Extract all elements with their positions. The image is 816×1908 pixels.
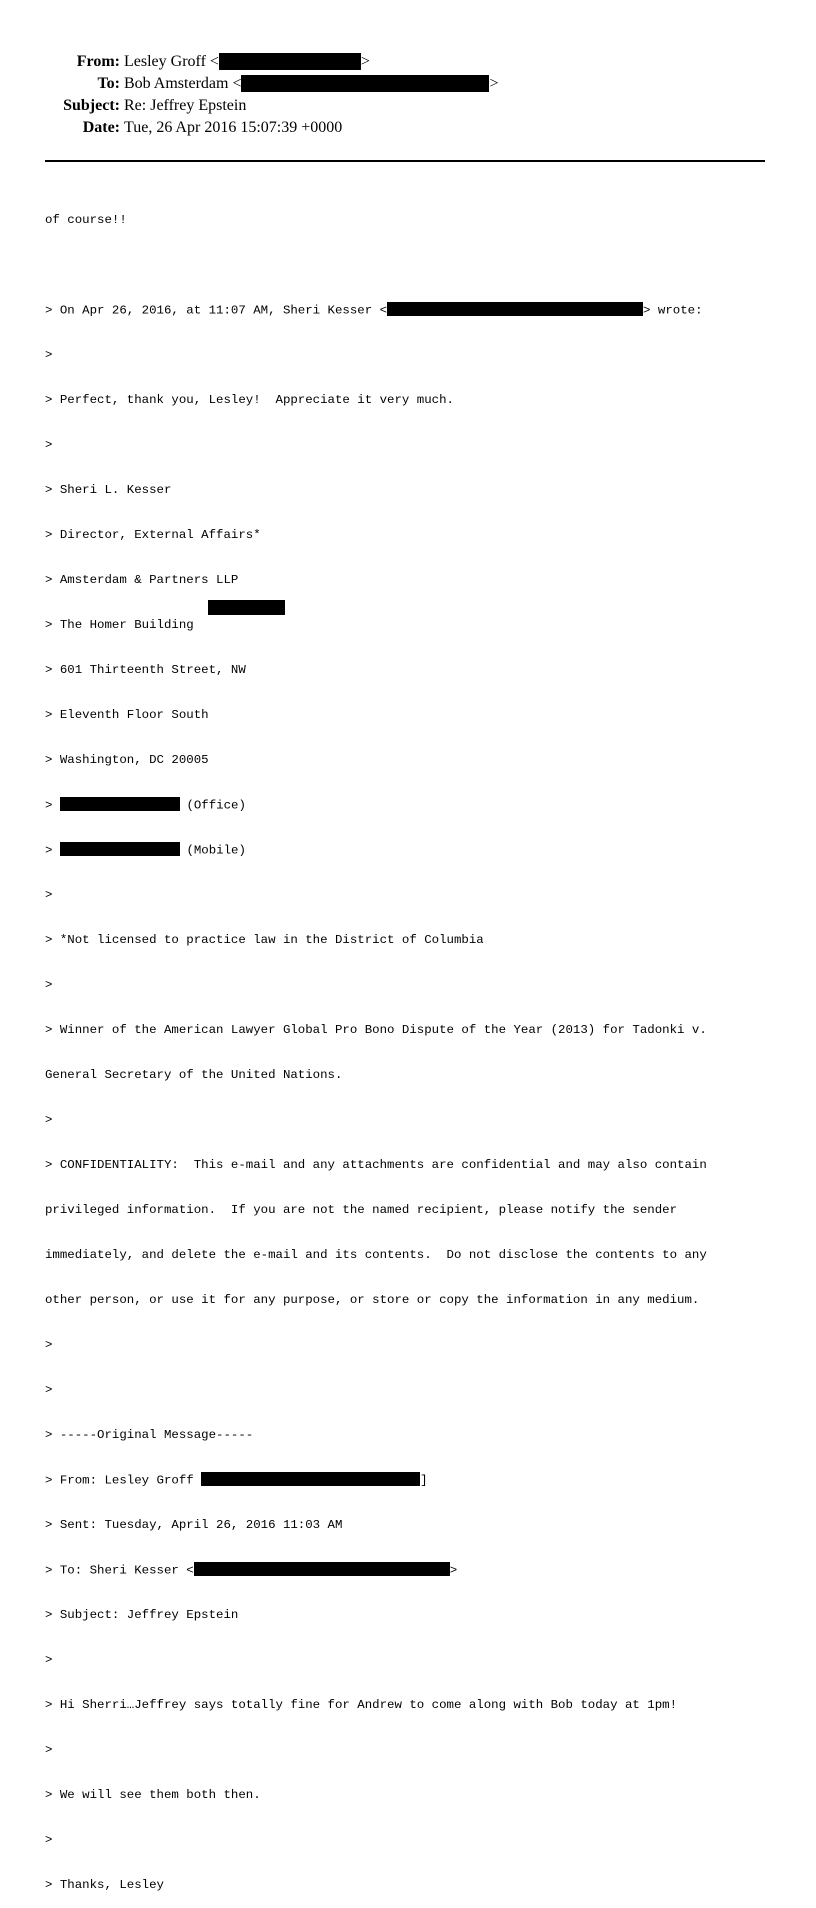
redaction-block: [194, 1562, 450, 1576]
mobile-label: (Mobile): [186, 843, 246, 858]
quote-intro: [45, 303, 765, 318]
quote-blank: >: [45, 1383, 53, 1397]
mobile-prefix: >: [45, 843, 53, 858]
original-from-suffix: ]: [420, 1473, 428, 1488]
to-value: [124, 74, 499, 94]
winner-line-1: > Winner of the American Lawyer Global Pro Bono Dispute of the Year (2013) for Tadonki v.: [45, 1023, 707, 1037]
not-licensed-line: > *Not licensed to practice law in the District of Columbia: [45, 933, 484, 947]
redaction-block: [387, 302, 643, 316]
quote-intro-suffix: > wrote:: [643, 303, 703, 318]
date-row: [0, 118, 816, 138]
office-label: (Office): [186, 798, 246, 813]
from-name: Lesley Groff <: [124, 53, 219, 70]
from-close: >: [360, 53, 370, 70]
date-label: Date:: [82, 119, 120, 136]
see-them-line: > We will see them both then.: [45, 1788, 261, 1802]
from-value: [124, 52, 370, 72]
quote-blank: >: [45, 978, 53, 992]
redaction-block: [60, 842, 180, 856]
date-value: Tue, 26 Apr 2016 15:07:39 +0000: [124, 119, 343, 136]
signature-firm: > Amsterdam & Partners LLP: [45, 573, 239, 587]
to-label: To:: [97, 75, 120, 92]
email-body: [45, 183, 765, 1908]
reply-text: of course!!: [45, 213, 127, 227]
signature-office: [45, 798, 765, 813]
signature-building: > The Homer Building: [45, 618, 194, 632]
confidentiality-line-3: immediately, and delete the e-mail and its contents. Do not disclose the contents to any: [45, 1248, 707, 1262]
quote-blank: >: [45, 438, 53, 452]
hi-sherri-line: > Hi Sherri…Jeffrey says totally fine for Andrew to come along with Bob today at 1pm!: [45, 1698, 678, 1712]
signature-title: > Director, External Affairs*: [45, 528, 261, 542]
winner-line-2: General Secretary of the United Nations.: [45, 1068, 343, 1082]
original-to-prefix: > To: Sheri Kesser <: [45, 1563, 194, 1578]
to-row: [0, 74, 816, 94]
office-prefix: >: [45, 798, 53, 813]
quote-blank: >: [45, 348, 53, 362]
quote-blank: >: [45, 1653, 53, 1667]
redaction-block: [219, 53, 361, 70]
quote-intro-prefix: > On Apr 26, 2016, at 11:07 AM, Sheri Kesser <: [45, 303, 388, 318]
header-divider: [45, 160, 765, 162]
redaction-block: [60, 797, 180, 811]
quote-blank: >: [45, 1833, 53, 1847]
original-to-suffix: >: [449, 1563, 458, 1578]
original-from-prefix: > From: Lesley Groff: [45, 1473, 202, 1488]
subject-value: Re: Jeffrey Epstein: [124, 97, 247, 114]
quote-blank: >: [45, 888, 53, 902]
signature-name: > Sheri L. Kesser: [45, 483, 172, 497]
redaction-block: [241, 75, 489, 92]
signature-city: > Washington, DC 20005: [45, 753, 209, 767]
original-sent: > Sent: Tuesday, April 26, 2016 11:03 AM: [45, 1518, 343, 1532]
signature-street: > 601 Thirteenth Street, NW: [45, 663, 246, 677]
quote-blank: >: [45, 1338, 53, 1352]
signature-mobile: [45, 843, 765, 858]
original-from: [45, 1473, 765, 1488]
original-subject: > Subject: Jeffrey Epstein: [45, 1608, 239, 1622]
original-message-header: > -----Original Message-----: [45, 1428, 254, 1442]
confidentiality-line-1: > CONFIDENTIALITY: This e-mail and any attachments are confidential and may also contain: [45, 1158, 707, 1172]
from-label: From:: [76, 53, 120, 70]
redaction-block: [208, 600, 285, 615]
from-row: [0, 52, 816, 72]
blank-line: [45, 258, 765, 273]
subject-row: [0, 96, 816, 116]
to-close: >: [489, 75, 499, 92]
original-to: [45, 1563, 765, 1578]
confidentiality-line-2: privileged information. If you are not the named recipient, please notify the sender: [45, 1203, 678, 1217]
quote-blank: >: [45, 1113, 53, 1127]
quote-blank: >: [45, 1743, 53, 1757]
confidentiality-line-4: other person, or use it for any purpose, or store or copy the information in any medium.: [45, 1293, 700, 1307]
to-name: Bob Amsterdam <: [124, 75, 242, 92]
signature-floor: > Eleventh Floor South: [45, 708, 209, 722]
thanks-line: > Thanks, Lesley: [45, 1878, 164, 1892]
redaction-block: [201, 1472, 420, 1486]
perfect-line: > Perfect, thank you, Lesley! Appreciate it very much.: [45, 393, 454, 407]
subject-label: Subject:: [63, 97, 120, 114]
